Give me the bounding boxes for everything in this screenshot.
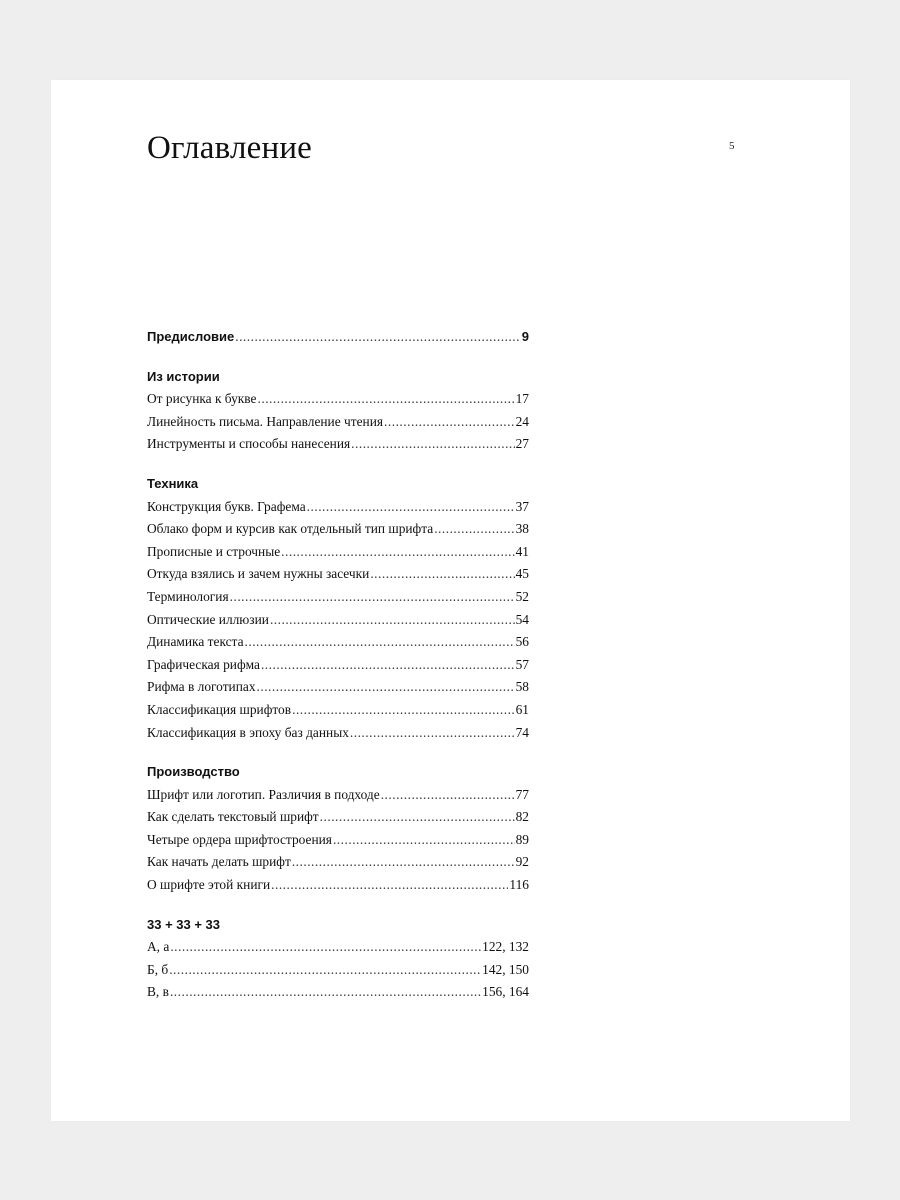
toc-entry-label: Четыре ордера шрифтостроения xyxy=(147,831,332,847)
toc-entry[interactable] xyxy=(147,936,529,959)
toc-entry[interactable] xyxy=(147,586,529,609)
dot-leader xyxy=(333,829,515,852)
toc-entry-page: 142, 150 xyxy=(482,961,529,977)
dot-leader xyxy=(271,874,508,897)
toc-entry[interactable] xyxy=(147,959,529,982)
toc-entry-page: 58 xyxy=(515,679,529,695)
toc-entry-page: 45 xyxy=(515,566,529,582)
page-number: 5 xyxy=(729,140,735,152)
page-title: Оглавление xyxy=(147,130,313,166)
toc-entry-label: Инструменты и способы нанесения xyxy=(147,436,351,452)
toc-section-heading: Из истории xyxy=(147,368,220,384)
toc-entry[interactable] xyxy=(147,433,529,456)
toc-entry-page: 61 xyxy=(515,701,529,717)
toc-entry-label: В, в xyxy=(147,984,169,1000)
toc-entry-label: Прописные и строчные xyxy=(147,543,281,559)
toc-section-heading: Техника xyxy=(147,475,199,491)
toc-entry-label: Конструкция букв. Графема xyxy=(147,498,306,514)
toc-entry-label: Как сделать текстовый шрифт xyxy=(147,809,319,825)
dot-leader xyxy=(307,496,515,519)
dot-leader xyxy=(270,609,515,632)
toc-entry-page: 77 xyxy=(515,786,529,802)
toc-entry-page: 74 xyxy=(515,724,529,740)
toc-entry[interactable] xyxy=(147,411,529,434)
dot-leader xyxy=(257,676,515,699)
toc-entry-page: 89 xyxy=(515,831,529,847)
toc-entry-page: 27 xyxy=(515,436,529,452)
toc-entry-page: 156, 164 xyxy=(482,984,529,1000)
toc-entry-label: От рисунка к букве xyxy=(147,391,257,407)
toc-entry-label: Линейность письма. Направление чтения xyxy=(147,413,384,429)
toc-entry-label: Динамика текста xyxy=(147,634,244,650)
dot-leader xyxy=(292,851,515,874)
toc-entry[interactable] xyxy=(147,541,529,564)
dot-leader xyxy=(230,586,515,609)
dot-leader xyxy=(381,784,515,807)
toc-entry-page: 54 xyxy=(515,611,529,627)
dot-leader xyxy=(258,388,515,411)
dot-leader xyxy=(261,654,515,677)
table-of-contents xyxy=(147,326,529,1004)
toc-entry-page: 9 xyxy=(521,329,529,344)
toc-entry-page: 122, 132 xyxy=(482,939,529,955)
toc-entry-page: 41 xyxy=(515,543,529,559)
toc-entry-page: 52 xyxy=(515,588,529,604)
dot-leader xyxy=(350,722,515,745)
dot-leader xyxy=(351,433,514,456)
toc-entry[interactable] xyxy=(147,699,529,722)
dot-leader xyxy=(235,326,521,349)
toc-entry-label: Откуда взялись и зачем нужны засечки xyxy=(147,566,370,582)
dot-leader xyxy=(292,699,515,722)
dot-leader xyxy=(384,411,515,434)
toc-entry-label: А, а xyxy=(147,939,170,955)
toc-section-heading: 33 + 33 + 33 xyxy=(147,916,221,932)
toc-entry[interactable] xyxy=(147,388,529,411)
toc-entry[interactable] xyxy=(147,496,529,519)
toc-entry[interactable] xyxy=(147,722,529,745)
toc-entry-page: 92 xyxy=(515,854,529,870)
toc-entry-label: Терминология xyxy=(147,588,229,604)
toc-entry-label: Как начать делать шрифт xyxy=(147,854,291,870)
dot-leader xyxy=(245,631,515,654)
toc-entry[interactable] xyxy=(147,806,529,829)
dot-leader xyxy=(170,981,481,1004)
toc-entry[interactable] xyxy=(147,563,529,586)
toc-entry[interactable] xyxy=(147,784,529,807)
toc-section-heading: Производство xyxy=(147,764,240,780)
toc-entry-label: О шрифте этой книги xyxy=(147,877,271,893)
toc-entry-page: 116 xyxy=(509,877,529,893)
toc-entry[interactable] xyxy=(147,874,529,897)
toc-entry[interactable] xyxy=(147,518,529,541)
toc-entry-page: 24 xyxy=(515,413,529,429)
dot-leader xyxy=(169,959,481,982)
toc-entry-label: Б, б xyxy=(147,961,169,977)
toc-entry-preface[interactable] xyxy=(147,326,529,349)
toc-entry[interactable] xyxy=(147,829,529,852)
toc-entry-page: 57 xyxy=(515,656,529,672)
toc-entry-label: Оптические иллюзии xyxy=(147,611,269,627)
toc-entry-page: 37 xyxy=(515,498,529,514)
toc-entry[interactable] xyxy=(147,676,529,699)
toc-entry-label: Классификация шрифтов xyxy=(147,701,292,717)
dot-leader xyxy=(281,541,514,564)
toc-entry-page: 38 xyxy=(515,521,529,537)
toc-entry-label: Предисловие xyxy=(147,329,235,344)
toc-entry-label: Классификация в эпоху баз данных xyxy=(147,724,349,740)
dot-leader xyxy=(434,518,514,541)
toc-entry-page: 17 xyxy=(515,391,529,407)
dot-leader xyxy=(170,936,481,959)
dot-leader xyxy=(370,563,514,586)
toc-entry-label: Облако форм и курсив как отдельный тип шрифта xyxy=(147,521,434,537)
toc-entry-label: Рифма в логотипах xyxy=(147,679,256,695)
toc-entry-page: 56 xyxy=(515,634,529,650)
toc-entry-page: 82 xyxy=(515,809,529,825)
toc-entry[interactable] xyxy=(147,631,529,654)
toc-entry[interactable] xyxy=(147,851,529,874)
dot-leader xyxy=(320,806,515,829)
toc-entry-label: Графическая рифма xyxy=(147,656,260,672)
toc-entry[interactable] xyxy=(147,609,529,632)
toc-entry[interactable] xyxy=(147,981,529,1004)
toc-entry[interactable] xyxy=(147,654,529,677)
toc-entry-label: Шрифт или логотип. Различия в подходе xyxy=(147,786,380,802)
